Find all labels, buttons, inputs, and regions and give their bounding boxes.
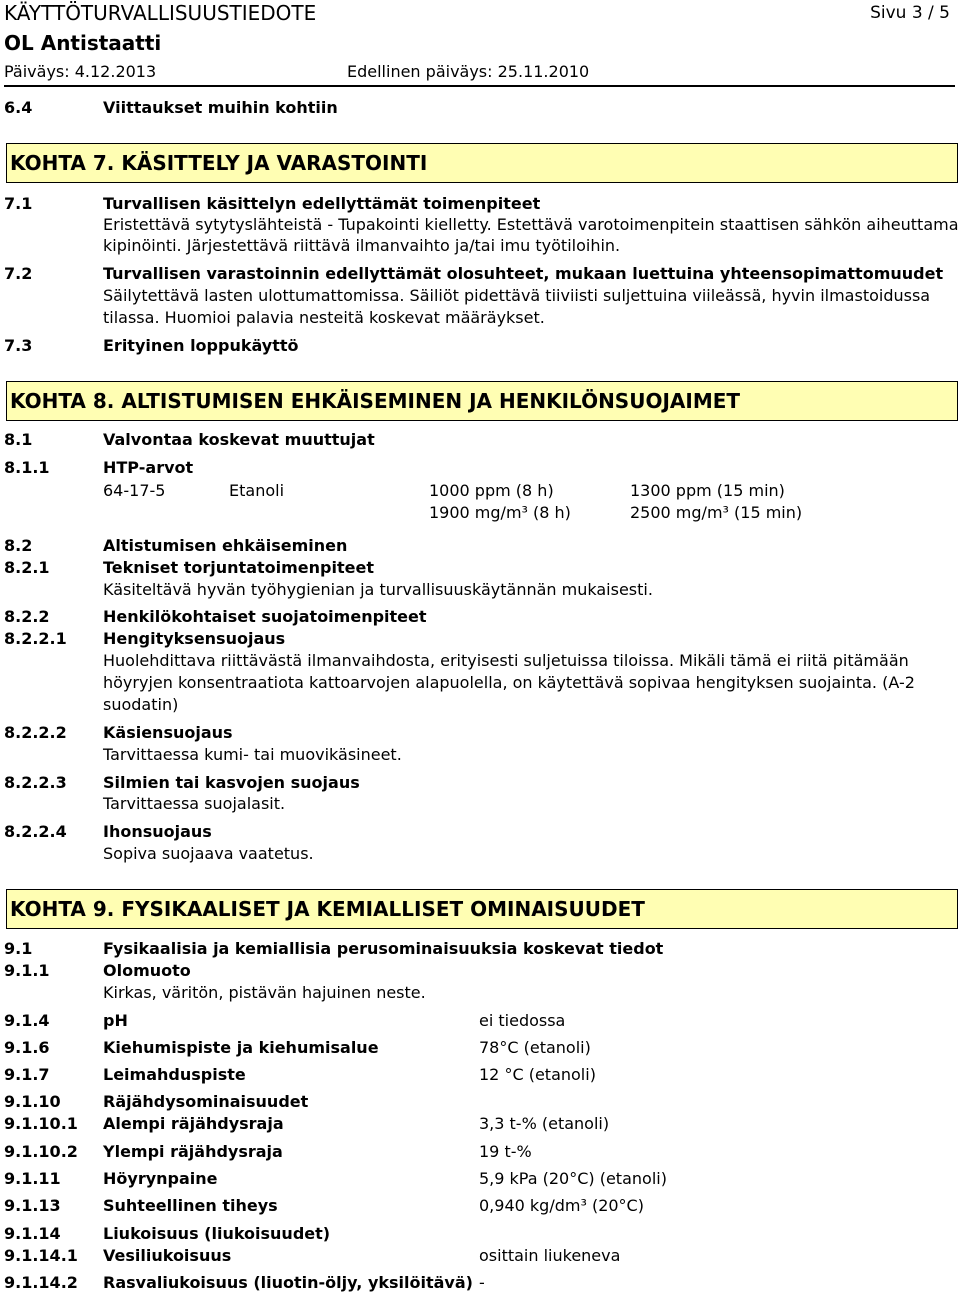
htp-8h-ppm: 1000 ppm (8 h) — [429, 481, 554, 500]
header-rule — [4, 85, 955, 87]
prop-label: Vesiliukoisuus — [103, 1246, 232, 1265]
s64-title: Viittaukset muihin kohtiin — [103, 98, 338, 117]
s71-text-line-2: kipinöinti. Järjestettävä riittävä ilmanvaihto ja/tai imu työtiloihin. — [103, 236, 621, 255]
prop-label: pH — [103, 1011, 128, 1030]
prop-number: 9.1.14.2 — [4, 1273, 78, 1292]
prop-number: 9.1.10.2 — [4, 1142, 78, 1161]
s72-text-line-1: Säilytettävä lasten ulottumattomissa. Säiliöt pidettävä tiiviisti suljettuina viileässä, hyvin ilmastoidussa — [103, 286, 931, 305]
section-9-header — [6, 889, 958, 929]
prop-value: 19 t-% — [479, 1142, 532, 1161]
prop-number: 9.1.14 — [4, 1224, 61, 1243]
htp-15min-mg: 2500 mg/m³ (15 min) — [630, 503, 803, 522]
s8223-text: Tarvittaessa suojalasit. — [103, 794, 286, 813]
s8223-number: 8.2.2.3 — [4, 773, 67, 792]
s8221-number: 8.2.2.1 — [4, 629, 67, 648]
s72-number: 7.2 — [4, 264, 33, 283]
s8222-text: Tarvittaessa kumi- tai muovikäsineet. — [103, 745, 402, 764]
section-7-header — [6, 143, 958, 183]
s81-title: Valvontaa koskevat muuttujat — [103, 430, 375, 449]
htp-8h-mg: 1900 mg/m³ (8 h) — [429, 503, 571, 522]
prop-number: 9.1.13 — [4, 1196, 61, 1215]
prop-label: Kiehumispiste ja kiehumisalue — [103, 1038, 379, 1057]
prop-label: Räjähdysominaisuudet — [103, 1092, 309, 1111]
section-8-title: KOHTA 8. ALTISTUMISEN EHKÄISEMINEN JA HENKILÖNSUOJAIMET — [10, 389, 741, 413]
s821-title: Tekniset torjuntatoimenpiteet — [103, 558, 374, 577]
s82-number: 8.2 — [4, 536, 33, 555]
previous-date: Edellinen päiväys: 25.11.2010 — [347, 62, 590, 81]
prop-label: Leimahduspiste — [103, 1065, 246, 1084]
s911-text: Kirkas, väritön, pistävän hajuinen neste. — [103, 983, 426, 1002]
prop-number: 9.1.10 — [4, 1092, 61, 1111]
prop-value: 12 °C (etanoli) — [479, 1065, 596, 1084]
s911-number: 9.1.1 — [4, 961, 50, 980]
s91-title: Fysikaalisia ja kemiallisia perusominaisuuksia koskevat tiedot — [103, 939, 664, 958]
section-8-header — [6, 381, 958, 421]
prop-label: Ylempi räjähdysraja — [103, 1142, 283, 1161]
section-9-title: KOHTA 9. FYSIKAALISET JA KEMIALLISET OMINAISUUDET — [10, 897, 645, 921]
prop-number: 9.1.10.1 — [4, 1114, 78, 1133]
prop-value: 0,940 kg/dm³ (20°C) — [479, 1196, 644, 1215]
prop-number: 9.1.11 — [4, 1169, 61, 1188]
prop-value: osittain liukeneva — [479, 1246, 621, 1265]
prop-number: 9.1.7 — [4, 1065, 50, 1084]
s8221-title: Hengityksensuojaus — [103, 629, 286, 648]
s8224-title: Ihonsuojaus — [103, 822, 212, 841]
htp-substance: Etanoli — [229, 481, 285, 500]
s71-text-line-1: Eristettävä sytytyslähteistä - Tupakointi kielletty. Estettävä varotoimenpitein staattisen sähkön aiheuttama — [103, 215, 959, 234]
document-title: KÄYTTÖTURVALLISUUSTIEDOTE — [4, 1, 317, 25]
prop-number: 9.1.6 — [4, 1038, 50, 1057]
s8221-text-line-2: höyryjen konsentraatiota kattoarvojen alapuolella, on käytettävä sopivaa hengityksen suojainta. (A-2 — [103, 673, 915, 692]
s822-title: Henkilökohtaiset suojatoimenpiteet — [103, 607, 427, 626]
s911-title: Olomuoto — [103, 961, 191, 980]
s811-number: 8.1.1 — [4, 458, 50, 477]
s71-number: 7.1 — [4, 194, 33, 213]
s811-title: HTP-arvot — [103, 458, 194, 477]
prop-number: 9.1.14.1 — [4, 1246, 78, 1265]
s8222-title: Käsiensuojaus — [103, 723, 233, 742]
prop-label: Liukoisuus (liukoisuudet) — [103, 1224, 331, 1243]
page-number: Sivu 3 / 5 — [870, 3, 950, 23]
s81-number: 8.1 — [4, 430, 33, 449]
prop-label: Rasvaliukoisuus (liuotin-öljy, yksilöitävä) — [103, 1273, 473, 1292]
issue-date: Päiväys: 4.12.2013 — [4, 62, 157, 81]
prop-number: 9.1.4 — [4, 1011, 50, 1030]
s64-number: 6.4 — [4, 98, 33, 117]
s822-number: 8.2.2 — [4, 607, 50, 626]
s8224-number: 8.2.2.4 — [4, 822, 67, 841]
s82-title: Altistumisen ehkäiseminen — [103, 536, 348, 555]
prop-value: 78°C (etanoli) — [479, 1038, 591, 1057]
section-7-title: KOHTA 7. KÄSITTELY JA VARASTOINTI — [10, 151, 428, 175]
prop-value: - — [479, 1273, 485, 1292]
s821-number: 8.2.1 — [4, 558, 50, 577]
s73-number: 7.3 — [4, 336, 33, 355]
s71-title: Turvallisen käsittelyn edellyttämät toimenpiteet — [103, 194, 541, 213]
prop-label: Suhteellinen tiheys — [103, 1196, 278, 1215]
s8223-title: Silmien tai kasvojen suojaus — [103, 773, 360, 792]
prop-value: 3,3 t-% (etanoli) — [479, 1114, 610, 1133]
s8222-number: 8.2.2.2 — [4, 723, 67, 742]
s91-number: 9.1 — [4, 939, 33, 958]
s8224-text: Sopiva suojaava vaatetus. — [103, 844, 314, 863]
htp-15min-ppm: 1300 ppm (15 min) — [630, 481, 785, 500]
prop-value: 5,9 kPa (20°C) (etanoli) — [479, 1169, 667, 1188]
company-name: OL Antistaatti — [4, 31, 162, 55]
htp-cas-number: 64-17-5 — [103, 481, 166, 500]
prop-label: Höyrynpaine — [103, 1169, 218, 1188]
s8221-text-line-3: suodatin) — [103, 695, 179, 714]
prop-label: Alempi räjähdysraja — [103, 1114, 284, 1133]
s821-text: Käsiteltävä hyvän työhygienian ja turvallisuuskäytännän mukaisesti. — [103, 580, 653, 599]
s72-text-line-2: tilassa. Huomioi palavia nesteitä koskevat määräykset. — [103, 308, 545, 327]
prop-value: ei tiedossa — [479, 1011, 566, 1030]
s73-title: Erityinen loppukäyttö — [103, 336, 299, 355]
s8221-text-line-1: Huolehdittava riittävästä ilmanvaihdosta, erityisesti suljetuissa tiloissa. Mikäli tämä ei riitä pitämään — [103, 651, 909, 670]
s72-title: Turvallisen varastoinnin edellyttämät olosuhteet, mukaan luettuina yhteensopimattomuudet — [103, 264, 944, 283]
